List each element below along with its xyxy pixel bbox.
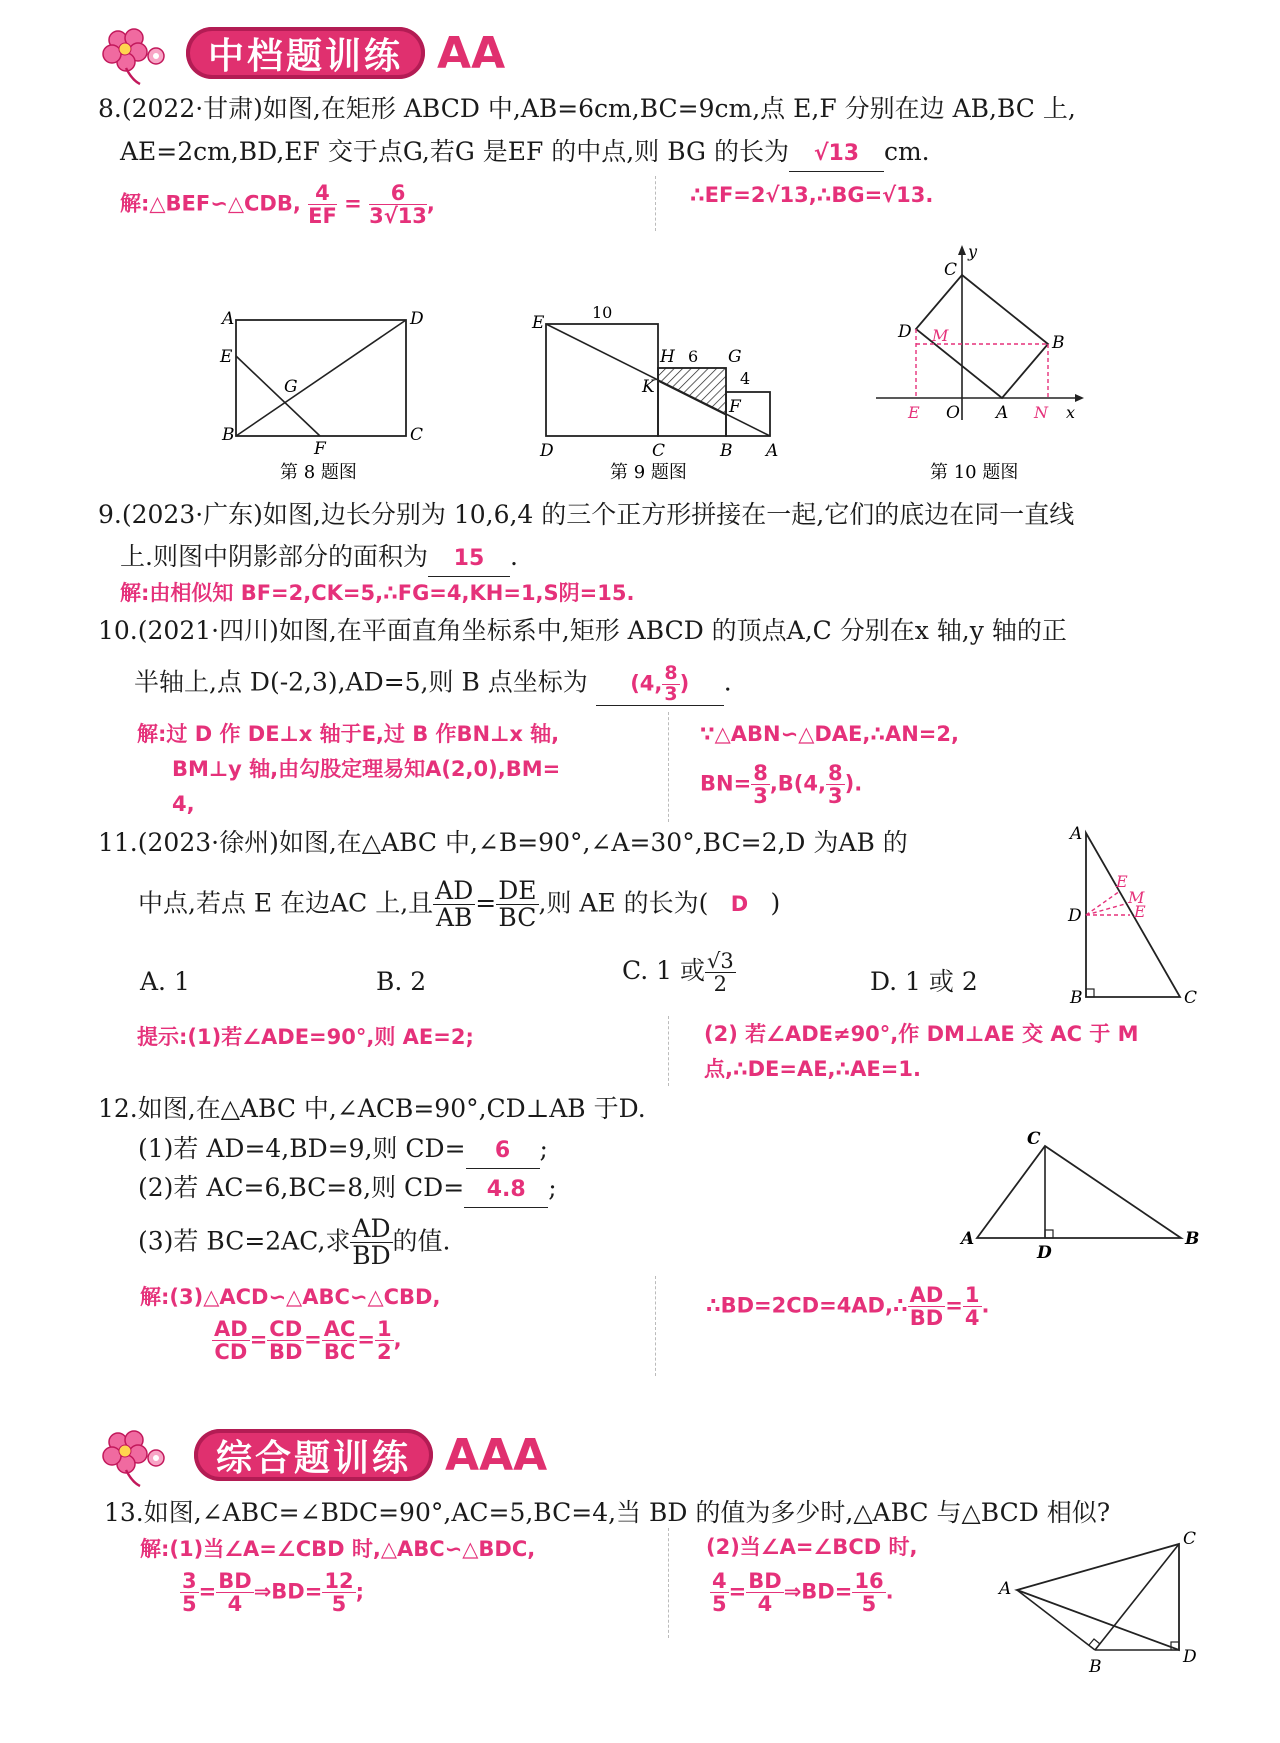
q8-sol-frac1 (308, 182, 337, 227)
q8-line1: 8.(2022·甘肃)如图,在矩形 ABCD 中,AB=6cm,BC=9cm,点 E,F 分别在边 AB,BC 上, (98, 94, 1076, 123)
q12-sol1: 解:(3)△ACD∽△ABC∽△CBD, (140, 1285, 441, 1309)
figure-8 (200, 300, 440, 480)
q10-line2 (134, 664, 732, 706)
q11-frac1 (433, 878, 475, 932)
frac-den: 2 (713, 972, 728, 997)
q11-hint-left: 提示:(1)若∠ADE=90°,则 AE=2; (137, 1025, 474, 1049)
frac-num: AD (435, 876, 474, 905)
frac-den: 3 (827, 784, 843, 809)
q12-sol-frac1 (212, 1318, 250, 1363)
fig9-label-H: H (660, 347, 675, 367)
q11-line2 (138, 878, 780, 932)
frac-den: 2 (377, 1340, 392, 1365)
fig10-label-C: C (944, 260, 958, 280)
frac-num: 8 (753, 761, 768, 785)
frac-num: 12 (324, 1569, 354, 1593)
q11-option-a: A. 1 (140, 967, 190, 996)
fig10-label-N: N (1034, 403, 1048, 422)
q10-sol-l2: BM⊥y 轴,由勾股定理易知A(2,0),BM= (172, 757, 561, 781)
fig8-label-D: D (410, 309, 424, 329)
q10-sol-text3: ). (844, 771, 863, 796)
q8-sol-text: 解:△BEF∽△CDB, (120, 191, 301, 216)
fig11-label-M: M (1128, 888, 1145, 907)
q12-sol-right: ∴BD=2CD=4AD,∴ $\frac{AD}{BD}$ = $\frac{1}{4}$ . (706, 1283, 990, 1331)
fig10-label-O: O (946, 403, 960, 423)
q11-answer: D (730, 892, 749, 917)
q9-line2-text: 上.则图中阴影部分的面积为 (120, 542, 428, 571)
frac-den: BD (909, 1306, 944, 1331)
q11-optc-frac (705, 950, 736, 995)
q8-line2-text: AE=2cm,BD,EF 交于点G,若G 是EF 的中点,则 BG 的长为 (120, 137, 789, 166)
divider (655, 1276, 656, 1376)
q13-l-end: ; (355, 1579, 364, 1604)
q10-ans-post: ) (679, 671, 690, 696)
q8-sol-frac2 (369, 182, 427, 227)
q10-sol-frac (751, 762, 770, 807)
fig12-label-A: A (961, 1229, 975, 1249)
q12-sol2: $\frac{AD}{CD}$ = $\frac{CD}{BD}$ = $\frac{AC}{BC}$ = $\frac{1}{2}$ , (214, 1317, 402, 1365)
q12-p1-text: (1)若 AD=4,BD=9,则 CD= (138, 1134, 466, 1163)
q12-p2-tail: ; (548, 1173, 557, 1202)
divider (668, 712, 669, 822)
fig12-label-C: C (1027, 1130, 1041, 1149)
q11-option-d: D. 1 或 2 (870, 967, 978, 996)
frac-num: √3 (706, 949, 734, 973)
q13-r-arrow: ⇒BD= (783, 1579, 853, 1604)
frac-den: BD (268, 1340, 303, 1365)
q13-sol-r2: $\frac{4}{5}$ = $\frac{BD}{4}$ ⇒BD= $\frac{16}{5}$ . (712, 1569, 894, 1617)
fig9-label-B: B (720, 441, 733, 461)
frac-num: AD (909, 1283, 944, 1307)
q8-unit: cm. (883, 137, 930, 166)
q11-option-b: B. 2 (376, 967, 427, 996)
frac-den: EF (308, 204, 337, 229)
fig8-label-C: C (410, 425, 424, 445)
divider (668, 1528, 669, 1638)
q12-part1 (138, 1132, 548, 1169)
fig12-label-B: B (1185, 1229, 1200, 1249)
divider (655, 176, 656, 231)
q11-hint-r2: 点,∴DE=AE,∴AE=1. (704, 1057, 921, 1081)
q13-sol-l2: $\frac{3}{5}$ = $\frac{BD}{4}$ ⇒BD= $\frac{12}{5}$ ; (182, 1569, 364, 1617)
figure-12 (955, 1130, 1205, 1265)
fig11-label-E1: E (1116, 872, 1128, 891)
q12-part2 (138, 1171, 557, 1208)
banner-title: 综合题训练 (194, 1429, 433, 1481)
frac-num: 3 (182, 1569, 197, 1593)
fig9-caption: 第 9 题图 (610, 462, 687, 480)
fig8-label-F: F (314, 439, 326, 459)
fig10-label-D: D (898, 322, 912, 342)
flower-icon (96, 1420, 186, 1490)
fig10-label-A: A (996, 403, 1009, 423)
banner-level: AAA (445, 1429, 548, 1481)
q13-r-frac1 (710, 1570, 729, 1615)
q10-line1: 10.(2021·四川)如图,在平面直角坐标系中,矩形 ABCD 的顶点A,C 分别在x 轴,y 轴的正 (98, 616, 1067, 645)
frac-den: 5 (712, 1592, 727, 1617)
q10-sol-l3: 4, (172, 792, 195, 816)
fig8-label-A: A (222, 309, 235, 329)
fig10-caption: 第 10 题图 (930, 462, 1019, 483)
frac-num: AD (352, 1214, 391, 1243)
q9-line1: 9.(2023·广东)如图,边长分别为 10,6,4 的三个正方形拼接在一起,它们的底边在同一直线 (98, 500, 1075, 529)
q12-solr-end: . (981, 1293, 990, 1318)
frac-num: 8 (664, 662, 678, 684)
frac-den: AB (436, 903, 473, 933)
fig8-caption: 第 8 题图 (280, 462, 357, 480)
frac-num: DE (498, 876, 537, 905)
fig10-label-y: y (968, 245, 978, 261)
frac-num: AD (214, 1317, 248, 1341)
q12-part3 (138, 1216, 450, 1270)
frac-num: AC (323, 1317, 356, 1341)
fig9-label-4: 4 (740, 369, 751, 388)
frac-num: 16 (854, 1569, 884, 1593)
q11-option-c (622, 950, 736, 995)
frac-den: BC (498, 903, 537, 933)
frac-den: 4 (757, 1592, 773, 1617)
q13-sol-r1: (2)当∠A=∠BCD 时, (706, 1535, 918, 1559)
fig11-label-C: C (1184, 988, 1198, 1008)
frac-den: 3√13 (369, 204, 427, 229)
banner-comprehensive (96, 1420, 547, 1490)
banner-level: AA (437, 27, 506, 79)
frac-den: CD (214, 1340, 248, 1365)
fig10-label-x: x (1066, 403, 1076, 422)
fig11-label-E2: E (1134, 902, 1146, 921)
frac-den: 3 (664, 682, 678, 705)
q12-p1-tail: ; (539, 1134, 548, 1163)
frac-num: 6 (369, 182, 427, 205)
frac-num: 8 (827, 761, 843, 785)
figure-10 (870, 245, 1090, 485)
frac-num: 1 (964, 1283, 980, 1307)
banner-medium (96, 18, 505, 88)
fig9-label-F: F (729, 397, 741, 417)
q12-sol-frac3 (322, 1318, 358, 1363)
q12-p3-text: (3)若 BC=2AC,求 (138, 1226, 351, 1256)
frac-num: 4 (712, 1569, 727, 1593)
q13-l-frac2 (216, 1570, 253, 1615)
frac-den: 5 (331, 1592, 347, 1617)
q8-line2 (120, 135, 930, 172)
q12-sol-frac4 (375, 1318, 394, 1363)
q12-solr-text: ∴BD=2CD=4AD,∴ (706, 1293, 908, 1318)
q10-sol-r1: ∵△ABN∽△DAE,∴AN=2, (700, 722, 959, 746)
fig9-label-G: G (728, 347, 742, 367)
q12-solr-frac1 (908, 1284, 946, 1329)
q13-l-frac3 (322, 1570, 355, 1615)
figure-13 (995, 1530, 1215, 1680)
frac-den: 3 (753, 784, 768, 809)
q12-sol-frac2 (267, 1318, 304, 1363)
q12-answer2: 4.8 (464, 1173, 548, 1208)
q10-sol-text: BN= (700, 771, 752, 796)
q11-eq: = (475, 888, 497, 918)
frac-den: 5 (861, 1592, 877, 1617)
q8-solution-left: 解:△BEF∽△CDB, $\frac{4}{EF}$ = $\frac{6}{3√13}$ , (120, 181, 435, 229)
q8-answer: √13 (789, 137, 884, 172)
q10-tail: . (723, 667, 732, 697)
fig10-label-M: M (932, 326, 949, 345)
frac-den: BC (323, 1340, 356, 1365)
q13-r-end: . (885, 1579, 894, 1604)
fig13-label-A: A (999, 1579, 1012, 1599)
q13-r-frac2 (746, 1570, 783, 1615)
fig11-label-A: A (1070, 825, 1083, 844)
q8-sol-eq: = (344, 191, 362, 216)
fig10-label-E: E (908, 403, 920, 422)
q11-optc-text: C. 1 或 (622, 956, 705, 986)
fig9-label-C: C (652, 441, 666, 461)
frac-num: BD (748, 1569, 782, 1593)
fig13-label-C: C (1183, 1530, 1197, 1549)
q11-line1: 11.(2023·徐州)如图,在△ABC 中,∠B=90°,∠A=30°,BC=2,D 为AB 的 (98, 828, 908, 857)
q10-ans-frac (662, 664, 679, 705)
fig9-label-10: 10 (592, 303, 613, 322)
q12-p3-frac (350, 1216, 392, 1270)
fig9-label-A: A (766, 441, 779, 461)
fig9-label-E: E (532, 313, 545, 333)
fig8-label-E: E (220, 347, 233, 367)
q13-l-arrow: ⇒BD= (253, 1579, 323, 1604)
q9-solution: 解:由相似知 BF=2,CK=5,∴FG=4,KH=1,S阴=15. (120, 581, 635, 605)
q9-answer: 15 (428, 542, 510, 577)
q12-p2-text: (2)若 AC=6,BC=8,则 CD= (138, 1173, 465, 1202)
q11-text2: ,则 AE 的长为( (538, 888, 709, 918)
banner-title: 中档题训练 (186, 27, 425, 79)
q10-sol-text2: ,B(4, (769, 771, 826, 796)
q8-solution-right: ∴EF=2√13,∴BG=√13. (690, 183, 934, 207)
figure-9 (530, 300, 790, 480)
frac-num: 1 (377, 1317, 392, 1341)
frac-den: 4 (227, 1592, 243, 1617)
q12-line1: 12.如图,在△ABC 中,∠ACB=90°,CD⊥AB 于D. (98, 1094, 646, 1123)
fig13-label-D: D (1183, 1647, 1197, 1667)
q10-ans-pre: (4, (630, 671, 663, 696)
fig11-label-B: B (1070, 988, 1083, 1008)
fig13-label-B: B (1089, 1657, 1102, 1677)
q10-sol-l1: 解:过 D 作 DE⊥x 轴于E,过 B 作BN⊥x 轴, (137, 722, 560, 746)
frac-den: 4 (964, 1306, 980, 1331)
q12-solr-frac2 (963, 1284, 982, 1329)
fig8-label-G: G (284, 377, 298, 397)
frac-num: CD (269, 1317, 303, 1341)
q10-sol-r2 (700, 762, 862, 807)
fig9-label-6: 6 (688, 347, 699, 366)
fig11-label-D: D (1068, 906, 1082, 926)
divider (668, 1016, 669, 1086)
q13-sol-l1: 解:(1)当∠A=∠CBD 时,△ABC∽△BDC, (140, 1537, 536, 1561)
q10-line2-text: 半轴上,点 D(-2,3),AD=5,则 B 点坐标为 (134, 667, 588, 697)
q13-r-frac3 (852, 1570, 885, 1615)
frac-den: 5 (182, 1592, 197, 1617)
q12-p3-tail: 的值. (392, 1226, 451, 1256)
frac-num: BD (218, 1569, 252, 1593)
fig9-label-K: K (642, 377, 655, 397)
fig12-label-D: D (1037, 1243, 1052, 1263)
q11-text: 中点,若点 E 在边AC 上,且 (138, 888, 434, 918)
frac-num: 4 (308, 182, 337, 205)
q10-sol-frac2 (826, 762, 845, 807)
q9-tail: . (509, 542, 518, 571)
q13-l-frac1 (180, 1570, 199, 1615)
q11-frac2 (496, 878, 538, 932)
q11-close: ) (770, 888, 781, 918)
fig10-label-B: B (1052, 333, 1065, 353)
q11-hint-r1: (2) 若∠ADE≠90°,作 DM⊥AE 交 AC 于 M (704, 1022, 1139, 1046)
fig9-label-D: D (540, 441, 554, 461)
flower-icon (96, 18, 186, 88)
q12-answer1: 6 (466, 1134, 540, 1169)
q13-line1: 13.如图,∠ABC=∠BDC=90°,AC=5,BC=4,当 BD 的值为多少时,△ABC 与△BCD 相似? (104, 1498, 1111, 1527)
q10-answer (596, 664, 724, 706)
fig8-label-B: B (222, 425, 235, 445)
frac-den: BD (352, 1241, 391, 1271)
figure-11 (1050, 825, 1210, 1010)
q9-line2 (120, 540, 518, 577)
